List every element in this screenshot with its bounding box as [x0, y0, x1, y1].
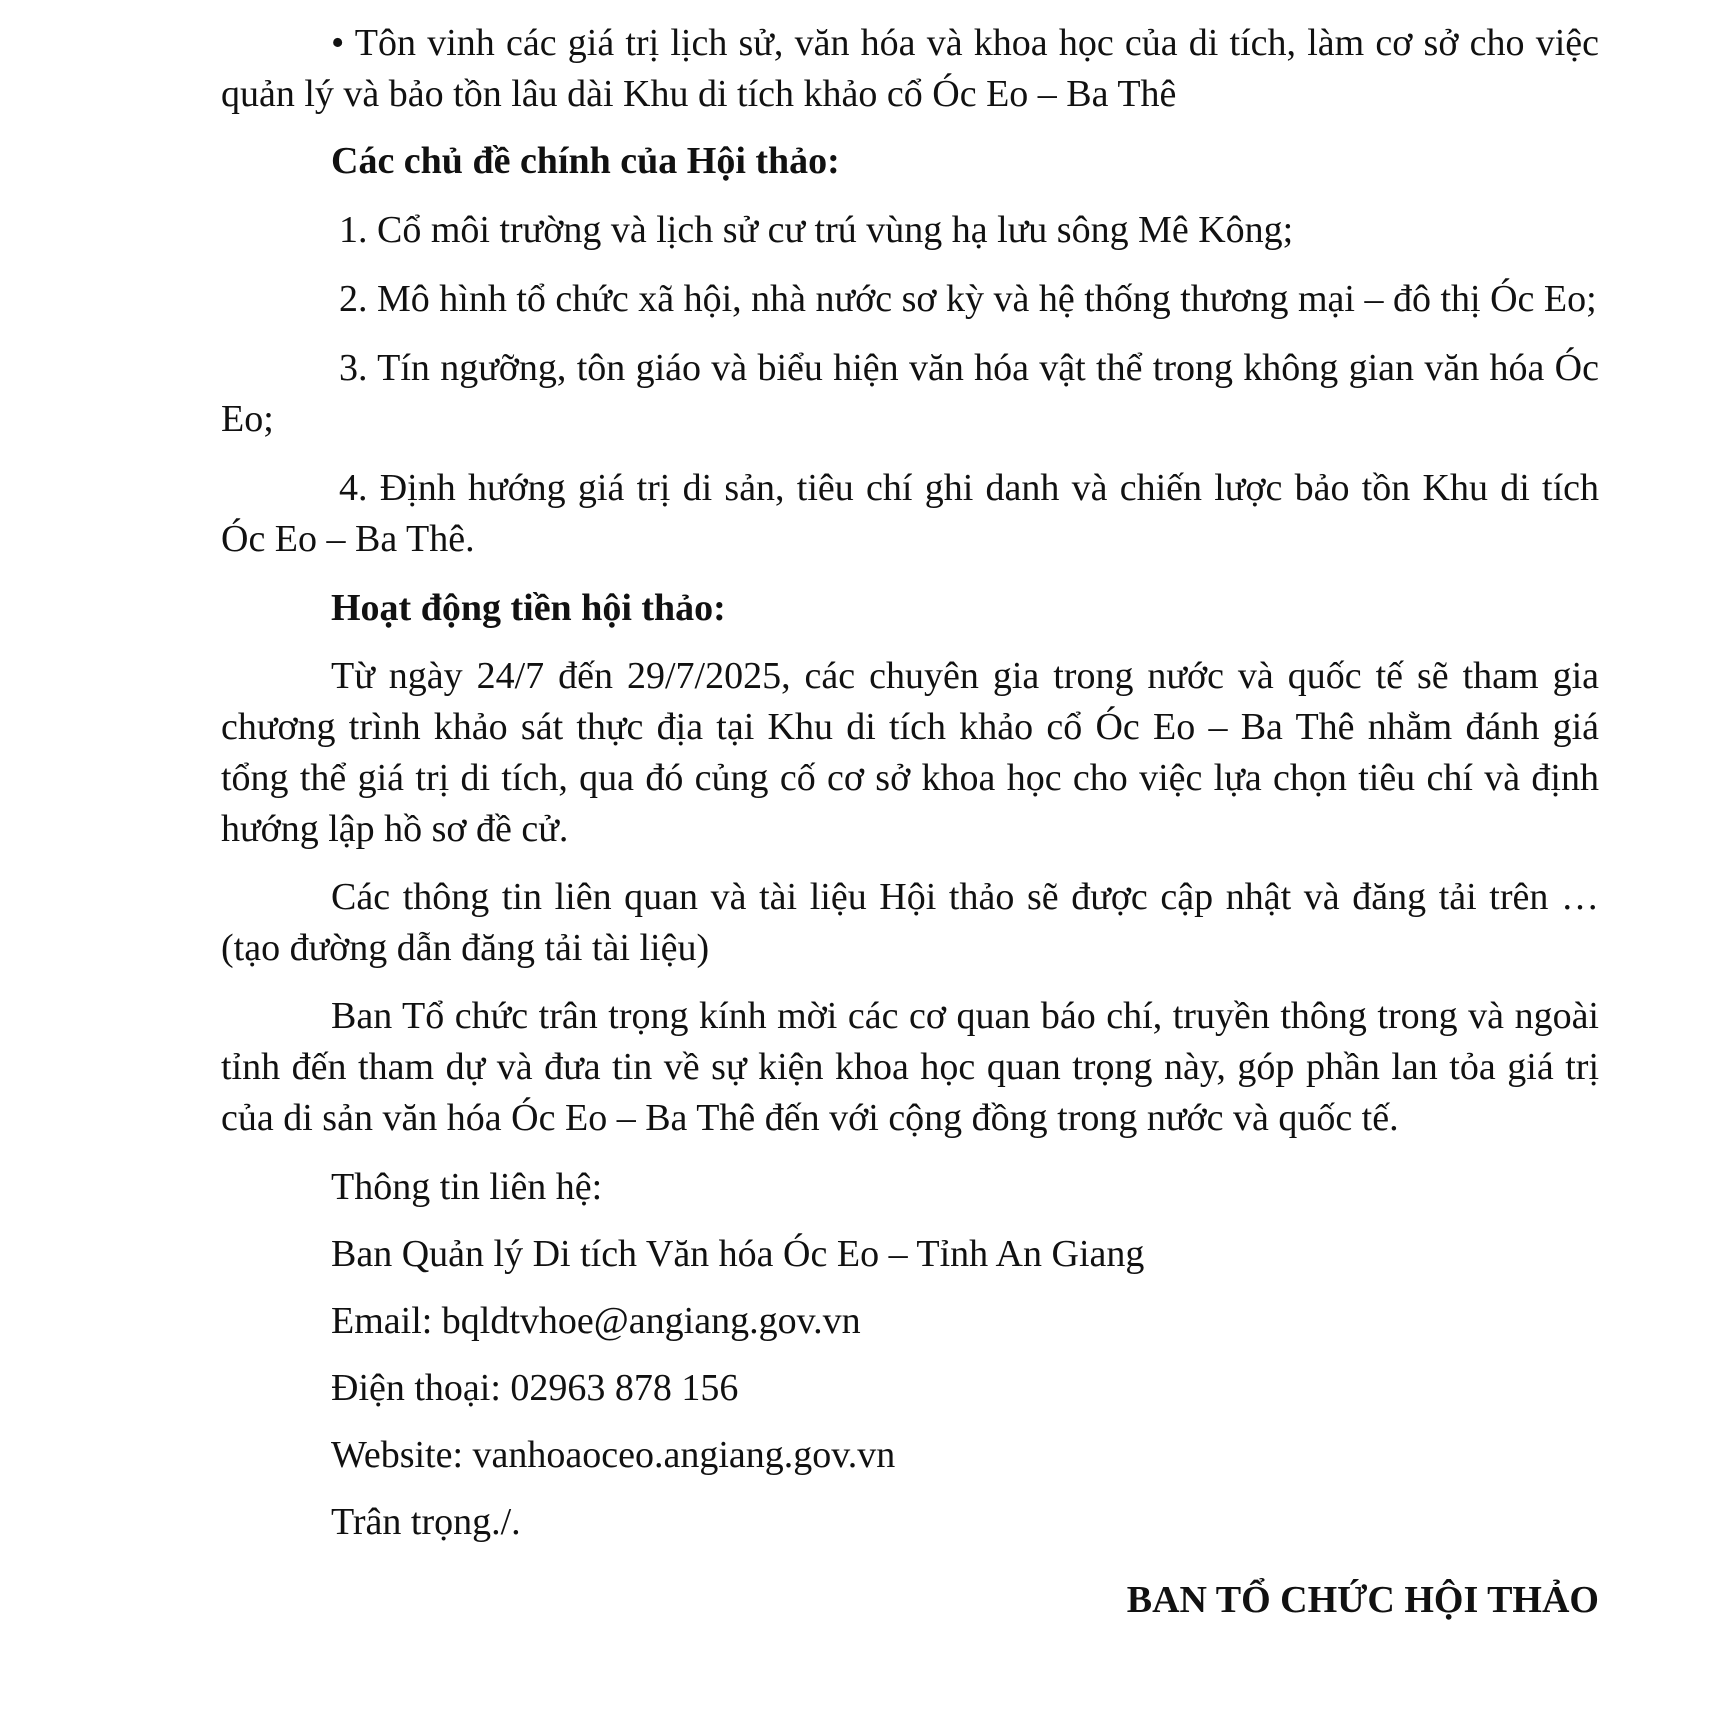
pre-conference-paragraph: Từ ngày 24/7 đến 29/7/2025, các chuyên gia trong nước và quốc tế sẽ tham gia chương trình khảo sát thực địa tại Khu di tích khảo cổ Óc Eo – Ba Thê nhằm đánh giá tổng thể giá trị di tích, qua đó củng cố cơ sở khoa học cho việc lựa chọn tiêu chí và định hướng lập hồ sơ đề cử. — [221, 655, 1599, 850]
bullet-honor-paragraph: • Tôn vinh các giá trị lịch sử, văn hóa và khoa học của di tích, làm cơ sở cho việc quản lý và bảo tồn lâu dài Khu di tích khảo cổ Óc Eo – Ba Thê — [221, 22, 1599, 115]
signature-block: BAN TỔ CHỨC HỘI THẢO — [1126, 1579, 1599, 1621]
closing-line: Trân trọng./. — [331, 1501, 521, 1543]
contact-phone: Điện thoại: 02963 878 156 — [331, 1367, 739, 1409]
contact-website: Website: vanhoaoceo.angiang.gov.vn — [331, 1434, 896, 1476]
topic-item-1: 1. Cổ môi trường và lịch sử cư trú vùng hạ lưu sông Mê Kông; — [339, 209, 1294, 251]
topic-item-2: 2. Mô hình tổ chức xã hội, nhà nước sơ kỳ và hệ thống thương mại – đô thị Óc Eo; — [339, 278, 1597, 320]
contact-email: Email: bqldtvhoe@angiang.gov.vn — [331, 1300, 861, 1342]
contact-heading: Thông tin liên hệ: — [331, 1166, 603, 1208]
main-topics-heading: Các chủ đề chính của Hội thảo: — [331, 140, 840, 182]
documents-note-paragraph: Các thông tin liên quan và tài liệu Hội thảo sẽ được cập nhật và đăng tải trên … (tạo đường dẫn đăng tải tài liệu) — [221, 876, 1599, 969]
document-page — [221, 18, 1599, 1626]
pre-conference-heading: Hoạt động tiền hội thảo: — [331, 587, 726, 629]
topic-item-4: 4. Định hướng giá trị di sản, tiêu chí ghi danh và chiến lược bảo tồn Khu di tích Óc Eo – Ba Thê. — [221, 467, 1599, 560]
press-invitation-paragraph: Ban Tổ chức trân trọng kính mời các cơ quan báo chí, truyền thông trong và ngoài tỉnh đến tham dự và đưa tin về sự kiện khoa học quan trọng này, góp phần lan tỏa giá trị của di sản văn hóa Óc Eo – Ba Thê đến với cộng đồng trong nước và quốc tế. — [221, 995, 1599, 1139]
topic-item-3: 3. Tín ngưỡng, tôn giáo và biểu hiện văn hóa vật thể trong không gian văn hóa Óc Eo; — [221, 347, 1599, 440]
contact-organization: Ban Quản lý Di tích Văn hóa Óc Eo – Tỉnh An Giang — [331, 1233, 1145, 1275]
